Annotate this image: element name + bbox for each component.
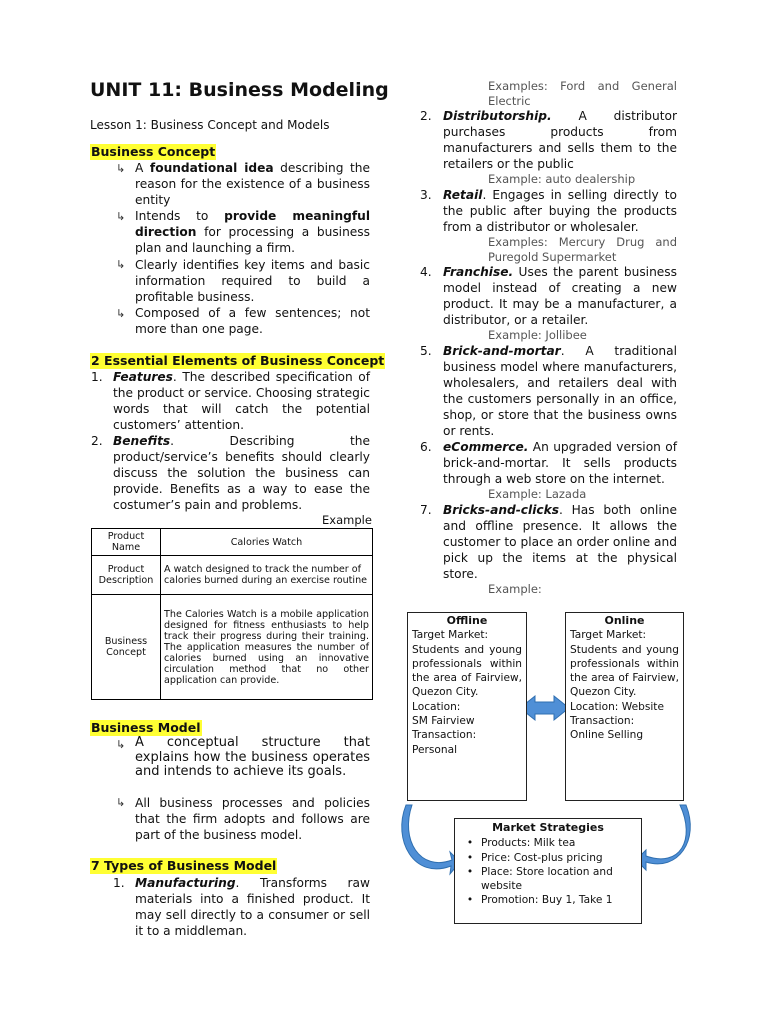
market-strategies-box bbox=[454, 818, 642, 924]
offline-title: Offline bbox=[446, 614, 488, 627]
table-row bbox=[92, 595, 373, 700]
bullet-arrow-icon: ↳ bbox=[116, 796, 126, 809]
table-cell: Business Concept bbox=[92, 595, 161, 700]
offline-line: Students and young professionals within the area of Fairview, Quezon City. bbox=[412, 643, 522, 699]
type-7-example: Example: bbox=[488, 582, 542, 596]
bullet-arrow-icon: ↳ bbox=[116, 162, 126, 175]
type-2-example: Example: auto dealership bbox=[488, 172, 636, 186]
offline-line: Personal bbox=[412, 743, 458, 756]
list-number: 7. bbox=[420, 503, 432, 517]
type-manufacturing: Manufacturing. Transforms raw materials into a finished product. It may sell directly to a consumer or sell it to a middleman. bbox=[135, 876, 370, 938]
strategy-item: • Promotion: Buy 1, Take 1 bbox=[459, 893, 637, 907]
bullet-dot-icon: • bbox=[466, 837, 474, 850]
curved-arrow-left-icon bbox=[402, 805, 460, 874]
concept-bullet-2: Intends to provide meaningful direction for processing a business plan and launching a firm. bbox=[135, 209, 371, 255]
bullet-arrow-icon: ↳ bbox=[116, 307, 126, 320]
online-line: Location: Website bbox=[570, 700, 664, 713]
online-line: Transaction: bbox=[570, 715, 635, 728]
offline-line: Transaction: bbox=[412, 729, 477, 742]
bullet-arrow-icon: ↳ bbox=[116, 210, 126, 223]
example-table bbox=[91, 528, 373, 700]
strategy-item: • Products: Milk tea bbox=[459, 836, 637, 850]
online-title: Online bbox=[604, 614, 645, 627]
list-number: 1. bbox=[113, 876, 125, 890]
curved-arrow-right-icon bbox=[636, 805, 690, 870]
online-box bbox=[565, 612, 684, 801]
type-brick-and-mortar: Brick-and-mortar. A traditional business model where manufacturers, wholesalers, and retailers deal with the customers personally in an office, shop, or store that the business owns or rents. bbox=[443, 344, 677, 438]
offline-line: SM Fairview bbox=[412, 715, 475, 728]
type-franchise: Franchise. Uses the parent business model instead of creating a new product. It may be a manufacturer, a distributor, or a retailer. bbox=[443, 265, 677, 327]
type-ecommerce: eCommerce. An upgraded version of brick-and-mortar. It sells products through a web store on the internet. bbox=[443, 440, 677, 486]
model-bullet-2: All business processes and policies that the firm adopts and follows are part of the business model. bbox=[135, 796, 370, 842]
type-4-example: Example: Jollibee bbox=[488, 328, 587, 342]
double-arrow-icon bbox=[520, 696, 569, 720]
type-3-example: Examples: Mercury Drug and Puregold Supermarket bbox=[488, 235, 677, 264]
list-number: 3. bbox=[420, 188, 432, 202]
table-row bbox=[92, 529, 373, 556]
type-retail: Retail. Engages in selling directly to the public after buying the products from a distributor or wholesaler. bbox=[443, 188, 677, 234]
table-cell: Calories Watch bbox=[161, 529, 373, 556]
bullet-arrow-icon: ↳ bbox=[116, 738, 126, 751]
table-cell: Product Description bbox=[92, 556, 161, 595]
table-cell: Product Name bbox=[92, 529, 161, 556]
offline-line: Location: bbox=[412, 700, 461, 713]
bullet-dot-icon: • bbox=[466, 865, 474, 878]
strategy-item: • Price: Cost-plus pricing bbox=[459, 851, 637, 865]
concept-bullet-1: A foundational idea describing the reason for the existence of a business entity bbox=[135, 161, 370, 207]
strategy-item: • Place: Store location and website bbox=[459, 865, 637, 894]
concept-bullet-3: Clearly identifies key items and basic information required to build a profitable business. bbox=[135, 258, 370, 304]
list-number: 1. bbox=[91, 370, 103, 384]
model-bullet-1: A conceptual structure that explains how the business operates and intends to achieve its goals. bbox=[135, 735, 370, 779]
list-number: 2. bbox=[91, 434, 103, 448]
element-features: Features. The described specification of the product or service. Choosing strategic words that will catch the potential customers’ attention. bbox=[113, 370, 370, 432]
list-number: 6. bbox=[420, 440, 432, 454]
example-label: Example bbox=[322, 513, 372, 527]
type-distributorship: Distributorship. A distributor purchases products from manufacturers and sells them to the retailers or the public bbox=[443, 109, 677, 171]
business-model-heading: Business Model bbox=[91, 720, 201, 735]
business-concept-heading: Business Concept bbox=[91, 144, 216, 159]
table-cell: A watch designed to track the number of calories burned during an exercise routine bbox=[161, 556, 373, 595]
type-bricks-and-clicks: Bricks-and-clicks. Has both online and offline presence. It allows the customer to place an order online and pick up the items at the physical store. bbox=[443, 503, 677, 581]
element-benefits: Benefits. Describing the product/service’s benefits should clearly discuss the solution the business can provide. Benefits as a way to ease the costumer’s pain and problems. bbox=[113, 434, 370, 512]
online-line: Target Market: bbox=[570, 629, 647, 642]
table-row bbox=[92, 556, 373, 595]
list-number: 5. bbox=[420, 344, 432, 358]
list-number: 4. bbox=[420, 265, 432, 279]
type-6-example: Example: Lazada bbox=[488, 487, 587, 501]
online-line: Online Selling bbox=[570, 729, 644, 742]
offline-line: Target Market: bbox=[412, 629, 489, 642]
bullet-arrow-icon: ↳ bbox=[116, 258, 126, 271]
online-line: Students and young professionals within the area of Fairview, Quezon City. bbox=[570, 643, 679, 699]
strategies-title: Market Strategies bbox=[492, 821, 604, 834]
bullet-dot-icon: • bbox=[466, 851, 474, 864]
offline-box bbox=[407, 612, 527, 801]
page-title: UNIT 11: Business Modeling bbox=[90, 79, 389, 101]
table-cell: The Calories Watch is a mobile application designed for fitness enthusiasts to help track their progress during their training. The application measures the number of calories burned using an innovative circulation method that no other application can provide. bbox=[161, 595, 373, 700]
elements-heading: 2 Essential Elements of Business Concept bbox=[91, 353, 385, 368]
list-number: 2. bbox=[420, 109, 432, 123]
types-heading: 7 Types of Business Model bbox=[91, 858, 277, 873]
concept-bullet-4: Composed of a few sentences; not more than one page. bbox=[135, 306, 370, 336]
type-1-example: Examples: Ford and General Electric bbox=[488, 79, 677, 108]
lesson-title: Lesson 1: Business Concept and Models bbox=[90, 118, 330, 132]
bullet-dot-icon: • bbox=[466, 894, 474, 907]
